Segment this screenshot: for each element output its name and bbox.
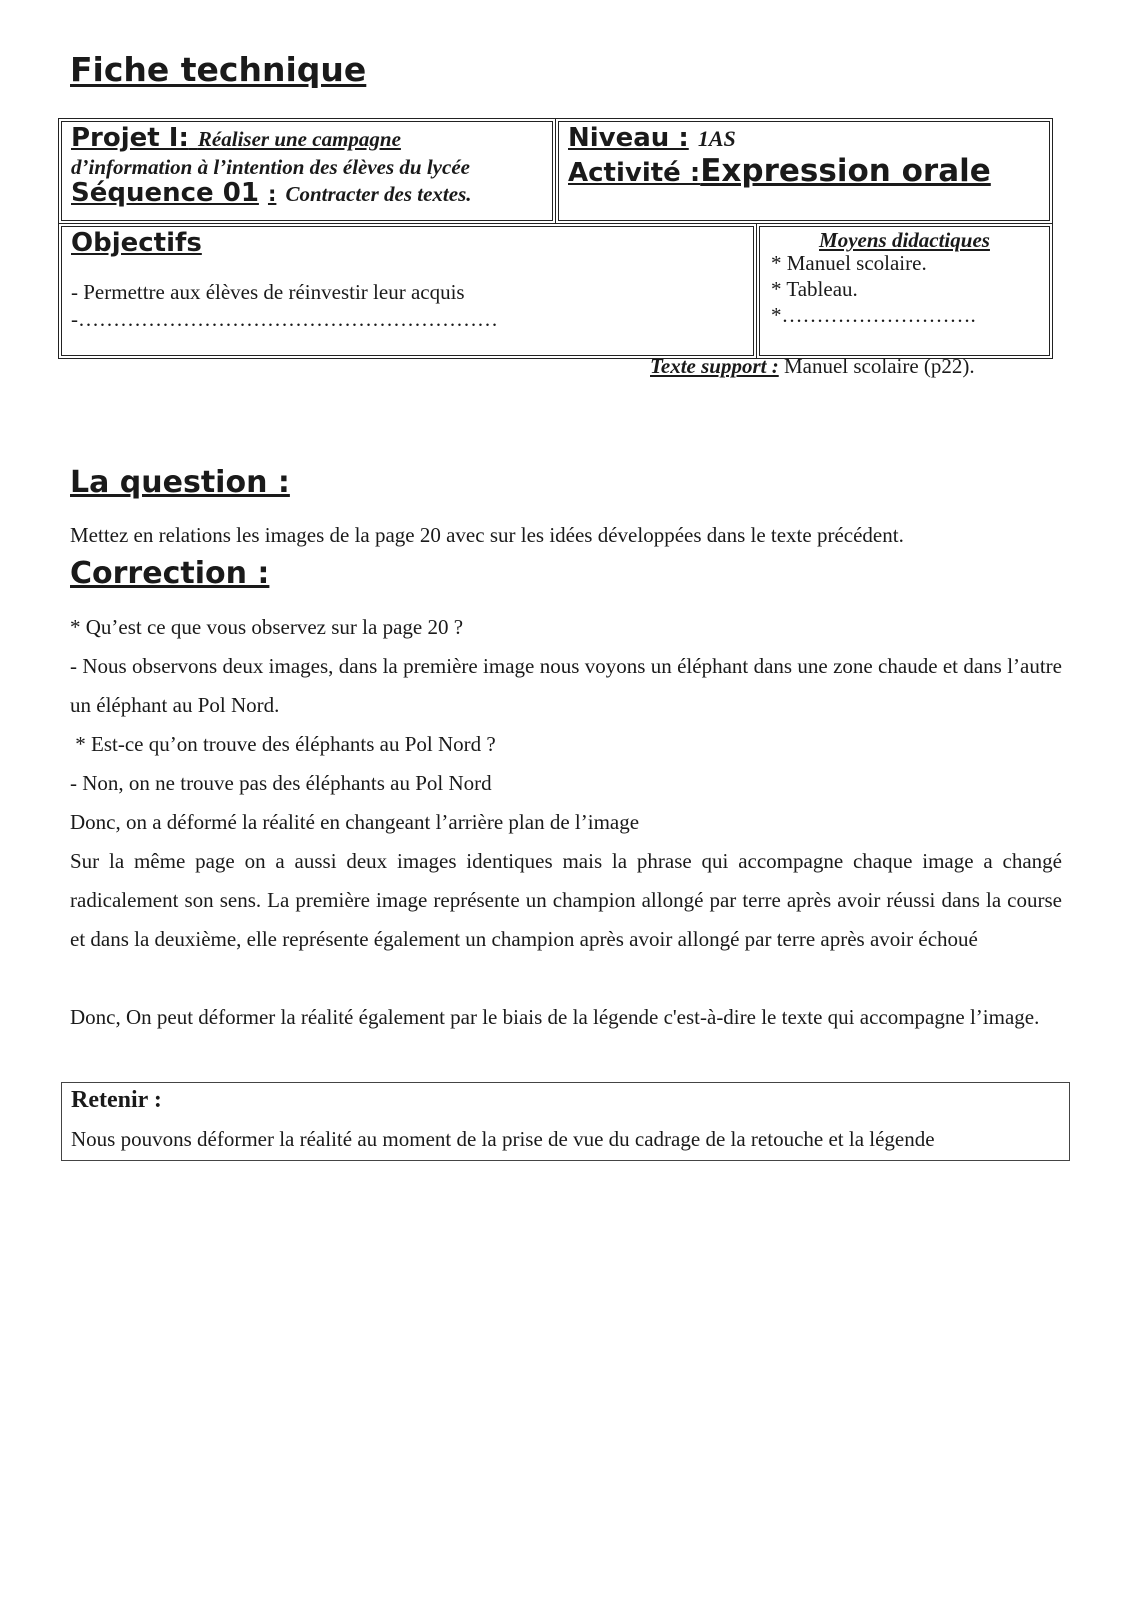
sequence-colon: : — [267, 182, 277, 206]
page-title: Fiche technique — [70, 50, 367, 89]
niveau-cell — [555, 118, 1053, 224]
activite-value: Expression orale — [700, 153, 991, 189]
correction-paragraph: - Nous observons deux images, dans la première image nous voyons un éléphant dans une zone chaude et dans l’autre un éléphant au Pol Nord. — [70, 654, 1062, 717]
niveau-label: Niveau : — [568, 123, 689, 153]
correction-paragraph: Sur la même page on a aussi deux images identiques mais la phrase qui accompagne chaque image a changé radicalement son sens. La première image représente un champion allongé par terre après avoir réussi dans la course et dans la deuxième, elle représente également un champion après avoir allongé par terre après avoir échoué — [70, 849, 1062, 951]
moyen-item: * Tableau. — [771, 277, 858, 301]
retenir-heading: Retenir : — [71, 1087, 162, 1113]
objectif-item: -…………………………………………………… — [71, 307, 498, 331]
projet-cell — [58, 118, 556, 224]
texte-support-value: Manuel scolaire (p22). — [783, 354, 975, 378]
objectifs-cell — [58, 223, 757, 359]
objectif-item: - Permettre aux élèves de réinvestir leur acquis — [71, 280, 465, 304]
moyens-heading: Moyens didactiques — [819, 228, 990, 252]
correction-line: - Non, on ne trouve pas des éléphants au Pol Nord — [70, 771, 492, 795]
niveau-line — [568, 123, 736, 153]
moyen-item: *………………………. — [771, 303, 976, 327]
activite-line — [568, 153, 991, 189]
correction-paragraph: Donc, On peut déformer la réalité également par le biais de la légende c'est-à-dire le texte qui accompagne l’image. — [70, 1005, 1040, 1029]
objectifs-heading: Objectifs — [71, 228, 202, 258]
question-heading: La question : — [70, 465, 290, 500]
texte-support — [650, 354, 975, 379]
retenir-text: Nous pouvons déformer la réalité au moment de la prise de vue du cadrage de la retouche et la légende — [71, 1127, 935, 1151]
retenir-box — [61, 1082, 1070, 1161]
sequence-label: Séquence 01 — [71, 178, 259, 208]
projet-text-line1: Réaliser une campagne — [197, 127, 401, 151]
projet-text-line2: d’information à l’intention des élèves du lycée — [71, 155, 470, 179]
projet-heading — [71, 123, 401, 153]
correction-heading: Correction : — [70, 556, 270, 591]
moyens-cell — [756, 223, 1053, 359]
correction-line: * Est-ce qu’on trouve des éléphants au Pol Nord ? — [70, 732, 496, 756]
correction-line: * Qu’est ce que vous observez sur la page 20 ? — [70, 615, 464, 639]
sequence-line — [71, 178, 472, 208]
texte-support-label: Texte support : — [650, 354, 779, 378]
moyen-item: * Manuel scolaire. — [771, 251, 927, 275]
question-text: Mettez en relations les images de la page 20 avec sur les idées développées dans le texte précédent. — [70, 523, 904, 547]
sequence-text: Contracter des textes. — [285, 182, 472, 206]
projet-label: Projet I: — [71, 123, 189, 153]
activite-label: Activité : — [568, 158, 701, 188]
correction-line: Donc, on a déformé la réalité en changeant l’arrière plan de l’image — [70, 810, 640, 834]
niveau-value: 1AS — [697, 126, 736, 151]
